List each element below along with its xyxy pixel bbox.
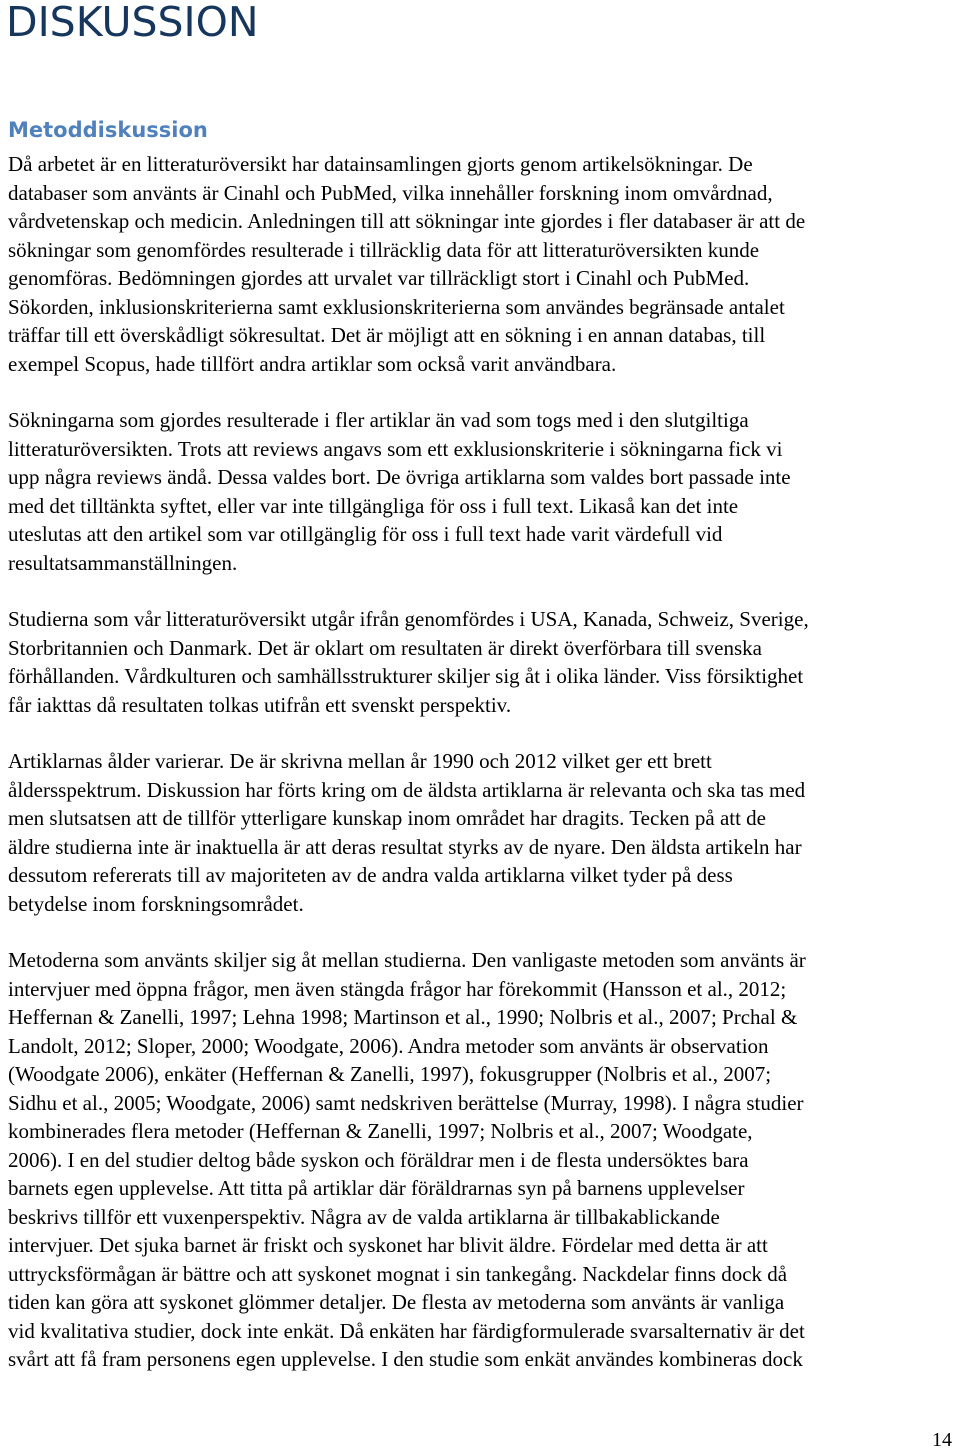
paragraph-1 (8, 150, 952, 378)
text-line: 2006). I en del studier deltog både syskon och föräldrar men i de flesta undersöktes bara (8, 1147, 749, 1172)
text-line: Heffernan & Zanelli, 1997; Lehna 1998; Martinson et al., 1990; Nolbris et al., 2007; Prchal & (8, 1005, 798, 1029)
text-line: men slutsatsen att de tillför ytterligare kunskap inom området har dragits. Tecken på att de (8, 806, 766, 830)
text-line: träffar till ett överskådligt sökresultat. Det är möjligt att en sökning i en annan databas, till (8, 323, 766, 347)
text-line: intervjuer med öppna frågor, men även stängda frågor har förekommit (Hansson et al., 2012; (8, 976, 787, 1001)
text-line: får iakttas då resultaten tolkas utifrån ett svenskt perspektiv. (8, 692, 512, 717)
text-line: beskrivs tillför ett vuxenperspektiv. Några av de valda artiklarna är tillbakablickande (8, 1204, 720, 1229)
text-line: Sökningarna som gjordes resulterade i fler artiklar än vad som togs med i den slutgiltiga (8, 408, 749, 432)
text-line: vårdvetenskap och medicin. Anledningen till att sökningar inte gjordes i fler databaser är att de (8, 209, 806, 233)
text-line: Studierna som vår litteraturöversikt utgår ifrån genomfördes i USA, Kanada, Schweiz, Sverige, (8, 607, 809, 631)
paragraph-4 (8, 747, 952, 918)
text-line: barnets egen upplevelse. Att titta på artiklar där föräldrarnas syn på barnens upplevelser (8, 1176, 745, 1200)
text-line: databaser som använts är Cinahl och PubMed, vilka innehåller forskning inom omvårdnad, (8, 180, 773, 205)
text-line: betydelse inom forskningsområdet. (8, 891, 304, 916)
chapter-title: DISKUSSION (6, 0, 259, 46)
text-line: Artiklarnas ålder varierar. De är skrivna mellan år 1990 och 2012 vilket ger ett brett (8, 749, 712, 773)
text-line: (Woodgate 2006), enkäter (Heffernan & Zanelli, 1997), fokusgrupper (Nolbris et al., 2007; (8, 1062, 772, 1086)
text-line: tiden kan göra att syskonet glömmer detaljer. De flesta av metoderna som använts är vanliga (8, 1290, 785, 1314)
paragraph-2 (8, 406, 952, 577)
text-line: kombinerades flera metoder (Heffernan & Zanelli, 1997; Nolbris et al., 2007; Woodgate, (8, 1119, 753, 1143)
text-line: resultatsammanställningen. (8, 550, 238, 575)
text-line: uteslutas att den artikel som var otillgänglig för oss i full text hade varit värdefull vid (8, 522, 723, 546)
text-line: vid kvalitativa studier, dock inte enkät. Då enkäten har färdigformulerade svarsalternativ är det (8, 1318, 805, 1343)
text-line: sökningar som genomfördes resulterade i tillräcklig data för att litteraturöversikten kunde (8, 237, 760, 262)
text-line: exempel Scopus, hade tillfört andra artiklar som också varit användbara. (8, 351, 617, 376)
page-number: 14 (932, 1429, 952, 1451)
text-line: åldersspektrum. Diskussion har förts kring om de äldsta artiklarna är relevanta och ska tas med (8, 777, 806, 802)
text-line: Då arbetet är en litteraturöversikt har datainsamlingen gjorts genom artikelsökningar. De (8, 152, 753, 176)
text-line: uttrycksförmågan är bättre och att syskonet mognat i sin tankegång. Nackdelar finns dock då (8, 1261, 788, 1286)
text-line: svårt att få fram personens egen upplevelse. I den studie som enkät användes kombineras dock (8, 1347, 803, 1371)
text-line: Storbritannien och Danmark. Det är oklart om resultaten är direkt överförbara till svenska (8, 635, 762, 660)
text-line: med det tilltänkta syftet, eller var inte tillgängliga för oss i full text. Likaså kan det inte (8, 493, 739, 518)
text-line: upp några reviews ändå. Dessa valdes bort. De övriga artiklarna som valdes bort passade inte (8, 465, 791, 489)
text-line: Sidhu et al., 2005; Woodgate, 2006) samt nedskriven berättelse (Murray, 1998). I några studier (8, 1090, 804, 1115)
text-line: intervjuer. Det sjuka barnet är friskt och syskonet har blivit äldre. Fördelar med detta är att (8, 1233, 768, 1257)
text-line: Metoderna som använts skiljer sig åt mellan studierna. Den vanligaste metoden som använts är (8, 948, 806, 972)
text-line: litteraturöversikten. Trots att reviews angavs som ett exklusionskriterie i sökningarna fick vi (8, 436, 783, 461)
paragraph-3 (8, 605, 952, 719)
text-line: förhållanden. Vårdkulturen och samhällsstrukturer skiljer sig åt i olika länder. Viss försiktighet (8, 664, 804, 688)
section-heading: Metoddiskussion (8, 118, 208, 142)
text-line: Landolt, 2012; Sloper, 2000; Woodgate, 2006). Andra metoder som använts är observation (8, 1033, 769, 1058)
text-line: Sökorden, inklusionskriterierna samt exklusionskriterierna som användes begränsade antalet (8, 294, 785, 319)
text-line: genomföras. Bedömningen gjordes att urvalet var tillräckligt stort i Cinahl och PubMed. (8, 266, 750, 290)
text-line: äldre studierna inte är inaktuella är att deras resultat styrks av de nyare. Den äldsta artikeln har (8, 834, 802, 859)
text-line: dessutom refererats till av majoriteten av de andra valda artiklarna vilket tyder på dess (8, 863, 733, 887)
body-text (8, 150, 952, 1402)
paragraph-5 (8, 946, 952, 1374)
